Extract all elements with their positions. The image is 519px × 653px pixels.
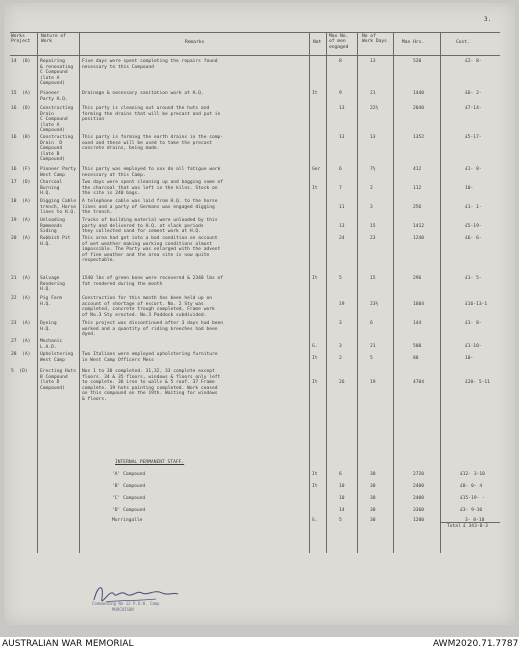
row-remarks: Five days were spent completing the repairs found necessary to this Compound (82, 59, 218, 70)
row-man-hrs: 520 (413, 59, 422, 64)
signature-location: MURCHISON (112, 607, 134, 612)
row-nat: It (312, 91, 318, 96)
staff-label: 'A' Compound (112, 472, 146, 477)
staff-men: 10 (339, 484, 345, 489)
staff-nat: It (312, 472, 318, 477)
row-project-no: 16 (B) (11, 135, 31, 140)
staff-cost: £3- 9-10 (460, 508, 483, 513)
staff-label: 'B' Compound (112, 484, 146, 489)
row-nature: Constructing Drain C Compound (late A Compound) (40, 106, 74, 134)
staff-men: 14 (339, 508, 345, 513)
row-nature: Pig Farm H.Q. (40, 296, 63, 307)
row-nature: Constructing Drain D Compound (late B Compound) (40, 135, 74, 163)
row-days: 13 (370, 59, 376, 64)
row-project-no: 15 (A) (11, 91, 31, 96)
staff-cost: 3- 8-10 (465, 518, 485, 523)
row-project-no: 28 (A) (11, 352, 31, 357)
row-nature: Salvage Rendering H.Q. (40, 276, 65, 293)
row-nat: It (312, 276, 318, 281)
staff-days: 30 (370, 484, 376, 489)
staff-cost: £12- 3-10 (460, 472, 485, 477)
column-divider (37, 32, 38, 553)
row-men: 7 (339, 186, 342, 191)
row-project-no: 21 (A) (11, 276, 31, 281)
staff-days: 30 (370, 472, 376, 477)
row-project-no: 27 (A) (11, 339, 31, 344)
row-days: 22½ (370, 106, 379, 111)
table-top-rule (10, 32, 500, 33)
row-nature: Unloading Rammonds Siding (40, 218, 65, 235)
staff-men: 6 (339, 472, 342, 477)
row-man-hrs: 4704 (413, 380, 425, 385)
staff-man-hrs: 2400 (413, 496, 425, 501)
row-nature: Rubbish Pit H.Q. (40, 236, 71, 247)
row-man-hrs: 500 (413, 344, 422, 349)
archive-name: AUSTRALIAN WAR MEMORIAL (2, 639, 134, 649)
row-nat: It (312, 356, 318, 361)
row-man-hrs: 112 (413, 186, 422, 191)
row-nat: G. (312, 344, 318, 349)
column-divider (309, 32, 310, 553)
row-days: 5 (370, 356, 373, 361)
column-divider (357, 32, 358, 553)
total-value: £ 343-0-3 (463, 524, 488, 529)
staff-label: Murringalle (112, 518, 143, 523)
row-project-no: 16 (F) (11, 167, 31, 172)
row-days: 15 (370, 224, 376, 229)
row-man-hrs: 412 (413, 167, 422, 172)
internal-staff-heading: INTERNAL PERMANENT STAFF. (115, 460, 185, 465)
row-men: 13 (339, 224, 345, 229)
header-cost: Cost. (456, 40, 470, 45)
staff-nat: It (312, 484, 318, 489)
row-remarks: Two Italians were employed upholstering furniture in West Camp Officers Mess (82, 352, 218, 363)
row-cost: 10- (465, 186, 474, 191)
row-nature: Dyeing H.Q. (40, 321, 57, 332)
header-man-hrs: Man Hrs. (402, 40, 425, 45)
header-works-project: Works Project (11, 34, 31, 45)
row-cost: £1-10- (465, 344, 482, 349)
document-page (4, 3, 515, 625)
row-days: 7½ (370, 167, 376, 172)
row-man-hrs: 1240 (413, 236, 425, 241)
row-cost: £7-14- (465, 106, 482, 111)
row-cost: £1- 5- (465, 276, 482, 281)
row-days: 19 (370, 380, 376, 385)
row-nature: Charcoal Burning H.Q. (40, 180, 63, 197)
staff-cost: £8- 0- 4 (460, 484, 483, 489)
archive-reference: AWM2020.71.7787 (433, 639, 519, 649)
row-nat: It (312, 380, 318, 385)
header-no-of-men: Max No. of men engaged (329, 34, 349, 50)
row-remarks: This party is cleaning out around the huts and forming the drains that will be precast and put in position (82, 106, 221, 123)
row-remarks: Trucks of building material were unloaded by this party and delivered to H.Q. at slack periods they collected sand for cement work at H.Q. (82, 218, 218, 235)
row-days: 13 (370, 135, 376, 140)
staff-man-hrs: 3360 (413, 508, 425, 513)
archive-footer (0, 637, 519, 653)
row-cost: £1- 8- (465, 167, 482, 172)
staff-label: 'D' Compound (112, 508, 146, 513)
row-days: 2 (370, 186, 373, 191)
staff-men: 5 (339, 518, 342, 523)
row-remarks: This party was employed to xxx do all fatigue work necessary at this Camp. (82, 167, 221, 178)
row-cost: £20- 5-11 (465, 380, 490, 385)
staff-label: 'C' Compound (112, 496, 146, 501)
row-cost: 10- (465, 356, 474, 361)
row-man-hrs: 296 (413, 276, 422, 281)
header-nature-of-work: Nature of Work (41, 34, 66, 45)
row-nature: Digging Cable trench, Horse lines to H.Q. (40, 199, 76, 216)
row-man-hrs: 144 (413, 321, 422, 326)
row-man-hrs: 256 (413, 205, 422, 210)
page-number: 3. (484, 16, 492, 23)
row-days: 21 (370, 91, 376, 96)
row-nature: Pioneer Party H.Q. (40, 91, 68, 102)
row-man-hrs: 1440 (413, 91, 425, 96)
row-project-no: 5 (D) (11, 369, 28, 374)
row-project-no: 20 (A) (11, 236, 31, 241)
row-remarks: Drainage & necessary sanitation work at H.Q. (82, 91, 204, 96)
row-man-hrs: 80 (413, 356, 419, 361)
row-men: 5 (339, 276, 342, 281)
row-remarks: A telephone cable was laid from H.Q. to the horse lines and a party of Germans was engaged digging the trench. (82, 199, 218, 216)
staff-cost: £15-19- - (460, 496, 485, 501)
header-remarks: Remarks (185, 40, 205, 45)
row-remarks: This project was discontinued after 3 days had been worked and a quantity of riding breeches had been dyed. (82, 321, 224, 338)
row-project-no: 22 (A) (11, 296, 31, 301)
column-divider (440, 32, 441, 553)
row-cost: £6- 6- (465, 236, 482, 241)
row-men: 19 (339, 302, 345, 307)
row-project-no: 17 (D) (11, 180, 31, 185)
handwritten-signature (88, 580, 188, 612)
row-nature: Mechanic L.A.D. (40, 339, 63, 350)
row-nature: Repairing & renovating C Compound (late A Compound) (40, 59, 74, 87)
row-remarks: This area had got into a bad condition on account of wet weather making working conditions almost impossible. The Party was enlarged with the advent of fine weather and the area site is now quite respectable. (82, 236, 221, 264)
row-cost: £6- 2- (465, 91, 482, 96)
row-men: 8 (339, 59, 342, 64)
row-man-hrs: 1352 (413, 135, 425, 140)
staff-nat: G. (312, 518, 318, 523)
row-days: 23 (370, 236, 376, 241)
staff-days: 30 (370, 518, 376, 523)
row-project-no: 14 (B) (11, 59, 31, 64)
row-days: 23½ (370, 302, 379, 307)
row-cost: £1- 8- (465, 321, 482, 326)
row-days: 6 (370, 321, 373, 326)
row-cost: £1- 1- (465, 205, 482, 210)
staff-man-hrs: 1200 (413, 518, 425, 523)
row-cost: £16-13-1 (465, 302, 488, 307)
column-divider (326, 32, 327, 553)
column-divider (79, 32, 80, 553)
row-days: 21 (370, 344, 376, 349)
header-nat: Nat (313, 40, 322, 45)
row-men: 6 (339, 167, 342, 172)
row-man-hrs: 1604 (413, 302, 425, 307)
row-men: 13 (339, 106, 345, 111)
staff-days: 30 (370, 496, 376, 501)
row-man-hrs: 1412 (413, 224, 425, 229)
row-men: 26 (339, 380, 345, 385)
row-remarks: 1540 lbs of green bone were recovered & 2340 lbs of fat rendered during the month (82, 276, 224, 287)
row-men: 13 (339, 135, 345, 140)
staff-man-hrs: 2720 (413, 472, 425, 477)
row-cost: £2- 8- (465, 59, 482, 64)
signature-title: Commanding No 12 P.O.W. Camp (92, 601, 160, 606)
row-men: 9 (339, 91, 342, 96)
row-men: 2 (339, 356, 342, 361)
row-nat: It (312, 186, 318, 191)
row-days: 3 (370, 205, 373, 210)
row-remarks: Two days were spent cleaning up and bagging some of the charcoal that was left in the kilns. Stock on the site is 240 bags. (82, 180, 224, 197)
column-divider (393, 32, 394, 553)
row-project-no: 18 (A) (11, 199, 31, 204)
row-project-no: 23 (A) (11, 321, 31, 326)
row-men: 3 (339, 321, 342, 326)
row-men: 11 (339, 205, 345, 210)
row-remarks: Nos 1 to 30 completed. 31,32, 33 complete except floors. 34 & 35 floors, windows & floors only left to complete. 36 iron to walls & 5 roof. 37 Frame complete. 19 huts painting completed. Work ceased on this compound on the 19th. Waiting for windows & floors. (82, 369, 221, 402)
table-header-rule (10, 55, 500, 56)
row-days: 15 (370, 276, 376, 281)
row-cost: £5-19- (465, 224, 482, 229)
staff-days: 30 (370, 508, 376, 513)
row-remarks: Construction for this month has been held up on account of shortage of escort. No. 2 Sty was completed, concrete trough completed, Frame work of No.3 Sty erected. No.3 Paddock subdivided. (82, 296, 215, 318)
row-project-no: 16 (D) (11, 106, 31, 111)
total-label: Total (447, 524, 461, 529)
row-nat: Ger (312, 167, 321, 172)
row-nature: Upholstering West Camp (40, 352, 74, 363)
header-work-days: No of Work Days (362, 34, 387, 45)
row-nature: Pioneer Party West Camp (40, 167, 76, 178)
staff-men: 10 (339, 496, 345, 501)
row-men: 3 (339, 344, 342, 349)
row-man-hrs: 2040 (413, 106, 425, 111)
row-men: 24 (339, 236, 345, 241)
row-project-no: 19 (A) (11, 218, 31, 223)
row-remarks: This party is forming the earth drains in the comp- ound and these will be used to take the precast concrete drains, being made. (82, 135, 224, 152)
row-cost: £5-17- (465, 135, 482, 140)
staff-man-hrs: 2400 (413, 484, 425, 489)
row-nature: Erecting Huts B Compound (late D Compound) (40, 369, 76, 391)
